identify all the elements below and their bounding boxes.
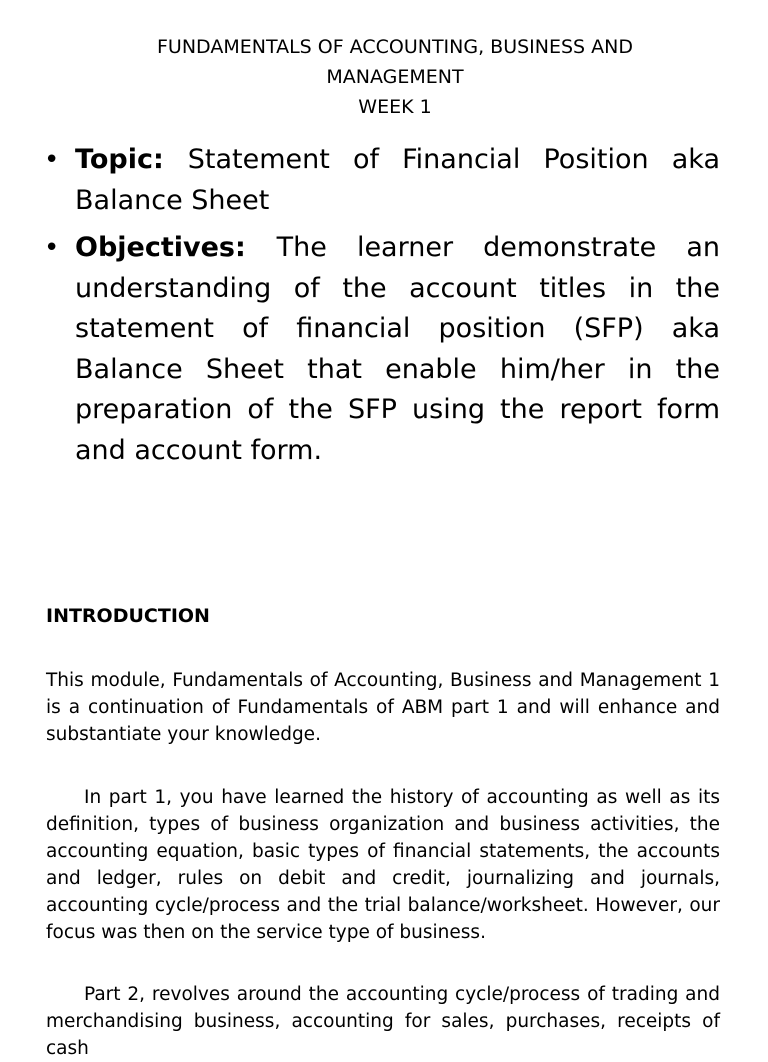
intro-paragraph-1: This module, Fundamentals of Accounting, Business and Management 1 is a continuation of Fundamentals of ABM part 1 and will enhance and substantiate your knowledge. <box>46 670 720 745</box>
header-line-2: MANAGEMENT <box>326 66 464 88</box>
bullet-label-topic: Topic: <box>75 144 188 175</box>
header-line-1: FUNDAMENTALS OF ACCOUNTING, BUSINESS AND <box>156 36 633 58</box>
intro-paragraph-3: Part 2, revolves around the accounting cycle/process of trading and merchandising business, accounting for sales, purchases, receipts of cash <box>46 984 720 1059</box>
bullet-label-objectives: Objectives: <box>75 232 277 263</box>
bullet-item-topic <box>44 140 720 221</box>
bullet-item-objectives <box>44 228 720 471</box>
bullet-icon: • <box>44 233 60 263</box>
bullet-list <box>44 140 720 478</box>
document-header <box>40 32 750 122</box>
header-line-3: WEEK 1 <box>358 96 432 118</box>
intro-paragraph-2: In part 1, you have learned the history of accounting as well as its definition, types of business organization and business activities, the accounting equation, basic types of financial statements, the accounts and ledger, rules on debit and credit, journalizing and journals, accounting cycle/process and the trial balance/worksheet. However, our focus was then on the service type of business. <box>46 787 720 943</box>
section-title-introduction: INTRODUCTION <box>46 605 210 627</box>
bullet-icon: • <box>44 145 60 175</box>
bullet-text-objectives: The learner demonstrate an understanding of the account titles in the statement of financial position (SFP) aka Balance Sheet that enable him/her in the preparation of the SFP using the report form and account form. <box>75 232 720 466</box>
bullet-text-topic: Statement of Financial Position aka Balance Sheet <box>75 144 721 216</box>
